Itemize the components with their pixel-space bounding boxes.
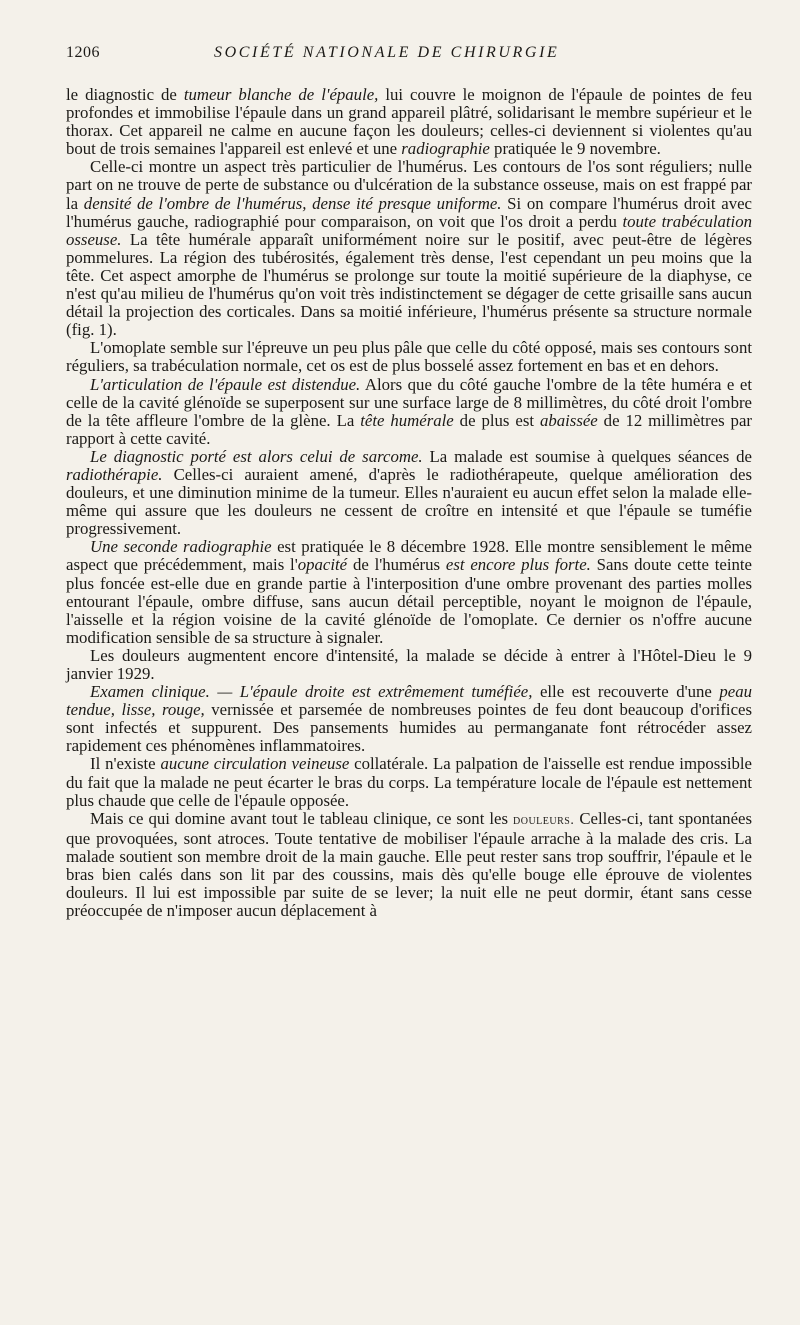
italic-text: tête humérale — [360, 410, 454, 430]
text-run: Mais ce qui domine avant tout le tableau clinique, ce sont les — [90, 808, 514, 828]
italic-text: Le diagnostic porté est alors celui de sarcome. — [90, 446, 423, 466]
text-run: le diagnostic de — [66, 85, 184, 104]
paragraph — [66, 448, 752, 538]
text-run: est pratiquée le 8 décembre 1928. Elle montre sensiblement le même aspect que précédemment, mais l' — [66, 537, 753, 575]
text-run: de l'humérus — [347, 555, 446, 575]
text-run: Il n'existe — [90, 754, 161, 774]
text-run: L'omoplate semble sur l'épreuve un peu plus pâle que celle du côté opposé, mais ses contours sont réguliers, sa trabéculation normale, cet os est de plus bosselé assez fortement en bas et en dehors. — [66, 338, 752, 376]
paragraph — [66, 339, 752, 375]
italic-text: Une seconde radiographie — [90, 537, 272, 557]
paragraph — [66, 158, 752, 339]
italic-text: radiographie — [401, 139, 490, 159]
text-run: de 12 millimètres par rapport à cette cavité. — [66, 410, 752, 448]
paragraph — [66, 538, 752, 647]
paragraph — [66, 810, 752, 921]
italic-text: est encore plus forte. — [445, 555, 591, 575]
text-run: Celles-ci auraient amené, d'après le radiothérapeute, quelque amélioration des douleurs, et une diminution minime de la tumeur. Elles n'auraient eu aucun effet selon la malade elle-même qui assure que les douleurs ne cessent de croître en intensité et que l'épaule se tuméfie progressivement. — [66, 464, 752, 539]
small-caps-text: douleurs. — [513, 812, 575, 828]
text-run: Celles-ci, tant spontanées que provoquées, sont atroces. Toute tentative de mobiliser l'épaule arrache à la malade des cris. La malade soutient son membre droit de la main gauche. Elle peut rester sans trop souffrir, l'épaule et le bras bien calés dans son lit par des coussins, mais dès qu'elle bouge elle éprouve de violentes douleurs. Il lui est impossible par suite de se lever; la nuit elle ne peut dormir, étant sans cesse préoccupée de n'imposer aucun déplacement à — [66, 808, 752, 921]
italic-text: abaissée — [539, 410, 598, 430]
running-title: SOCIÉTÉ NATIONALE DE CHIRURGIE — [214, 44, 560, 61]
text-run: lui couvre le moignon de l'épaule de pointes de feu profondes et immobilise l'épaule dans un grand appareil plâtré, solidarisant le membre supérieur et le thorax. Cet appareil ne calme en aucune façon les douleurs; celles-ci deviennent si violentes qu'au bout de trois semaines l'appareil est enlevé et une — [66, 85, 753, 159]
text-run: La tête humérale apparaît uniformément noire sur le positif, avec peut-être de légères pommelures. La région des tubérosités, également très dense, l'est cependant un peu moins que la tête. Cet aspect amorphe de l'humérus se prolonge sur toute la moitié supérieure de la diaphyse, ce n'est qu'au milieu de l'humérus qu'on voit très indistinctement se dégager de cette grisaille sans aucun détail la projection des corticales. Dans sa moitié inférieure, l'humérus présente sa structure normale (fig. 1). — [66, 229, 752, 340]
running-header — [66, 40, 752, 66]
paragraph — [66, 755, 752, 809]
text-run: Alors que du côté gauche l'ombre de la tête huméra e et celle de la cavité glénoïde se superposent sur une surface large de 8 millimètres, du côté droit l'ombre de la tête affleure l'ombre de la glène. La — [66, 374, 753, 430]
italic-text: Examen clinique. — L'épaule droite est extrêmement tuméfiée, — [90, 682, 533, 702]
paragraph — [66, 376, 752, 448]
paragraph — [66, 86, 752, 158]
paragraph — [66, 647, 752, 683]
text-run: collatérale. La palpation de l'aisselle est rendue impossible du fait que la malade ne peut écarter le bras du corps. La température locale de l'épaule est nettement plus chaude que celle de l'épaule opposée. — [66, 754, 752, 810]
italic-text: tumeur blanche de l'épaule, — [183, 85, 379, 104]
text-run: La malade est soumise à quelques séances de — [422, 446, 752, 466]
text-run: Celle-ci montre un aspect très particulier de l'humérus. Les contours de l'os sont réguliers; nulle part on ne trouve de perte de substance ou d'ulcération de la substance osseuse, mais on est frappé par la — [66, 157, 752, 213]
italic-text: opacité — [297, 555, 348, 575]
text-run: Sans doute cette teinte plus foncée est-elle due en grande partie à l'interposition d'une ombre provenant des parties molles entourant l'épaule, ombre diffuse, sans aucun détail perceptible, noyant le moignon de l'épaule, l'aisselle et la région voisine de la cavité glénoïde de l'omoplate. Ce dernier os n'offre aucune modification sensible de sa structure à signaler. — [66, 555, 752, 647]
italic-text: L'articulation de l'épaule est distendue. — [90, 374, 361, 394]
paragraph — [66, 683, 752, 755]
text-run: de plus est — [453, 410, 540, 430]
italic-text: peau tendue, lisse, rouge, — [66, 682, 752, 720]
page-number: 1206 — [66, 44, 100, 61]
italic-text: aucune circulation veineuse — [160, 754, 350, 774]
text-run: vernissée et parsemée de nombreuses pointes de feu dont beaucoup d'orifices sont infectés et suppurent. Des pansements humides au permanganate font rétrocéder assez rapidement ces phénomènes inflammatoires. — [66, 700, 752, 756]
italic-text: toute trabéculation osseuse. — [66, 211, 753, 249]
text-run: pratiquée le 9 novembre. — [489, 139, 661, 159]
text-run: Si on compare l'humérus droit avec l'humérus gauche, radiographié pour comparaison, on voit que l'os droit a perdu — [66, 193, 753, 231]
text-run: Les douleurs augmentent encore d'intensité, la malade se décide à entrer à l'Hôtel-Dieu le 9 janvier 1929. — [66, 645, 752, 683]
text-run: elle est recouverte d'une — [532, 682, 720, 702]
italic-text: densité de l'ombre de l'humérus, dense ité presque uniforme. — [83, 193, 502, 213]
body-text — [66, 86, 752, 920]
italic-text: radiothérapie. — [66, 464, 163, 484]
